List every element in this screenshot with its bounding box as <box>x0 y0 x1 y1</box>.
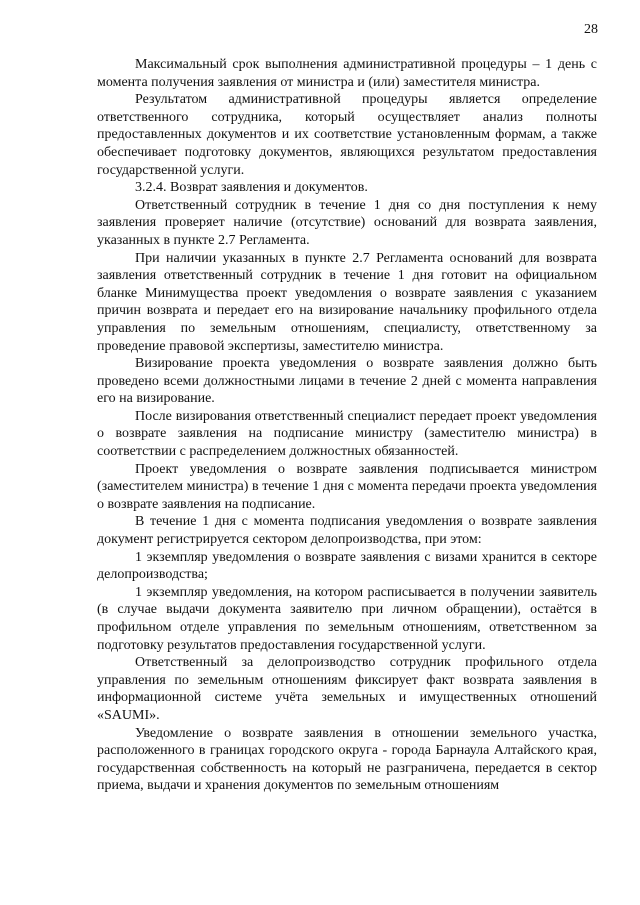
paragraph-registration: В течение 1 дня с момента подписания уведомления о возврате заявления документ регистрируется сектором делопроизводства, при этом: <box>97 514 597 548</box>
page-number: 28 <box>584 22 598 37</box>
paragraph-approval: Визирование проекта уведомления о возврате заявления должно быть проведено всеми должностными лицами в течение 2 дней с момента направления его на визирование. <box>97 356 597 407</box>
paragraph-result: Результатом административной процедуры является определение ответственного сотрудника, который осуществляет анализ полноты предоставленных документов и их соответствие установленным формам, а также обеспечивает подготовку документов, являющихся результатом предоставления государственной услуги. <box>97 92 597 178</box>
paragraph-check-grounds: Ответственный сотрудник в течение 1 дня со дня поступления к нему заявления проверяет наличие (отсутствие) оснований для возврата заявления, указанных в пункте 2.7 Регламента. <box>97 197 597 248</box>
paragraph-max-term: Максимальный срок выполнения административной процедуры – 1 день с момента получения заявления от министра и (или) заместителя министра. <box>97 57 597 90</box>
section-heading-3-2-4: 3.2.4. Возврат заявления и документов. <box>135 180 368 196</box>
paragraph-copy-two: 1 экземпляр уведомления, на котором расписывается в получении заявитель (в случае выдачи документа заявителю при личном обращении), остаётся в профильном отделе управления по земельным отношениям, ответственном за подготовку результатов предоставления государственной услуги. <box>97 584 597 653</box>
paragraph-saumi: Ответственный за делопроизводство сотрудник профильного отдела управления по земельным отношениям фиксирует факт возврата заявления в информационной системе учёта земельных и имущественных отношений «SAUMI». <box>97 655 597 723</box>
paragraph-prepare-notice: При наличии указанных в пункте 2.7 Регламента оснований для возврата заявления ответственный сотрудник в течение 1 дня готовит на официальном бланке Минимущества проект уведомления о возврате заявления с указанием причин возврата и передает его на визирование начальнику профильного отдела управления по земельным отношениям, специалисту, ответственному за проведение правовой экспертизы, заместителю министра. <box>97 250 597 354</box>
document-body <box>97 56 597 795</box>
paragraph-signing: Проект уведомления о возврате заявления подписывается министром (заместителем министра) в течение 1 дня с момента передачи проекта уведомления о возврате заявления на подписание. <box>97 461 597 512</box>
paragraph-after-approval: После визирования ответственный специалист передает проект уведомления о возврате заявления на подписание министру (заместителю министра) в соответствии с распределением должностных обязанностей. <box>97 408 597 460</box>
paragraph-copy-one: 1 экземпляр уведомления о возврате заявления с визами хранится в секторе делопроизводства; <box>97 549 597 583</box>
paragraph-transfer: Уведомление о возврате заявления в отношении земельного участка, расположенного в границах городского округа - города Барнаула Алтайского края, государственная собственность на который не разграничена, передается в сектор приема, выдачи и хранения документов по земельным отношениям <box>97 725 597 794</box>
